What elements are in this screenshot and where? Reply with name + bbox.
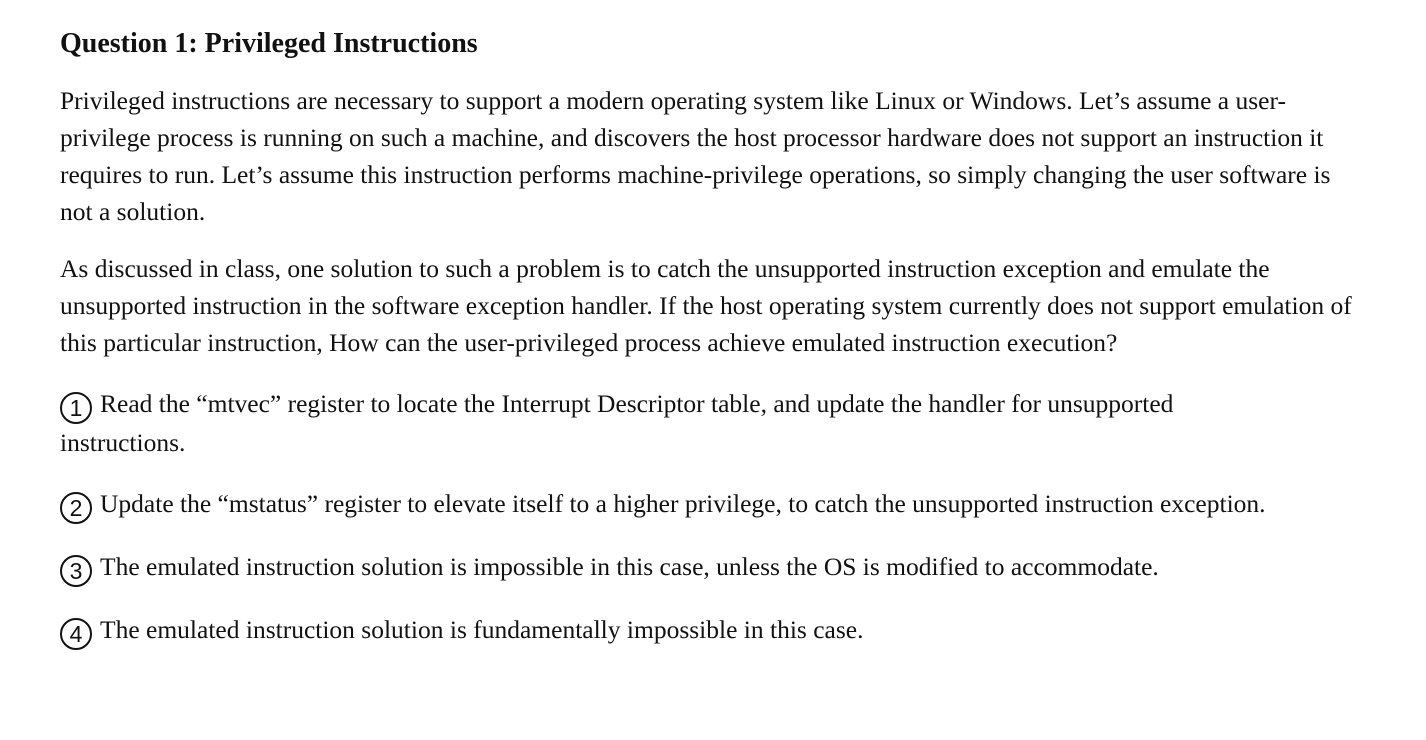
option-number-badge: 2: [60, 492, 92, 524]
question-title: Question 1: Privileged Instructions: [60, 28, 478, 59]
option-text: The emulated instruction solution is impossible in this case, unless the OS is modified to accommodate.: [100, 552, 1159, 581]
question-paragraph: Privileged instructions are necessary to support a modern operating system like Linux or Windows. Let’s assume a user-privilege process is running on such a machine, and discovers the host processor hardware does not support an instruction it requires to run. Let’s assume this instruction performs machine-privilege operations, so simply changing the user software is not a solution.: [60, 86, 1331, 226]
option-text: The emulated instruction solution is fundamentally impossible in this case.: [100, 615, 864, 644]
answer-option-1[interactable]: [60, 385, 1220, 461]
question-paragraph: As discussed in class, one solution to such a problem is to catch the unsupported instruction exception and emulate the unsupported instruction in the software exception handler. If the host operating system currently does not support emulation of this particular instruction, How can the user-privileged process achieve emulated instruction execution?: [60, 254, 1352, 357]
option-number-badge: 4: [60, 618, 92, 650]
option-text: Read the “mtvec” register to locate the Interrupt Descriptor table, and update the handler for unsupported instructions.: [60, 389, 1174, 457]
option-text: Update the “mstatus” register to elevate itself to a higher privilege, to catch the unsupported instruction exception.: [100, 489, 1266, 518]
answer-option-2[interactable]: [60, 485, 1350, 524]
answer-option-3[interactable]: [60, 548, 1360, 587]
question-document: [60, 26, 1360, 650]
option-number-badge: 1: [60, 392, 92, 424]
answer-option-4[interactable]: [60, 611, 1360, 650]
option-number-badge: 3: [60, 555, 92, 587]
